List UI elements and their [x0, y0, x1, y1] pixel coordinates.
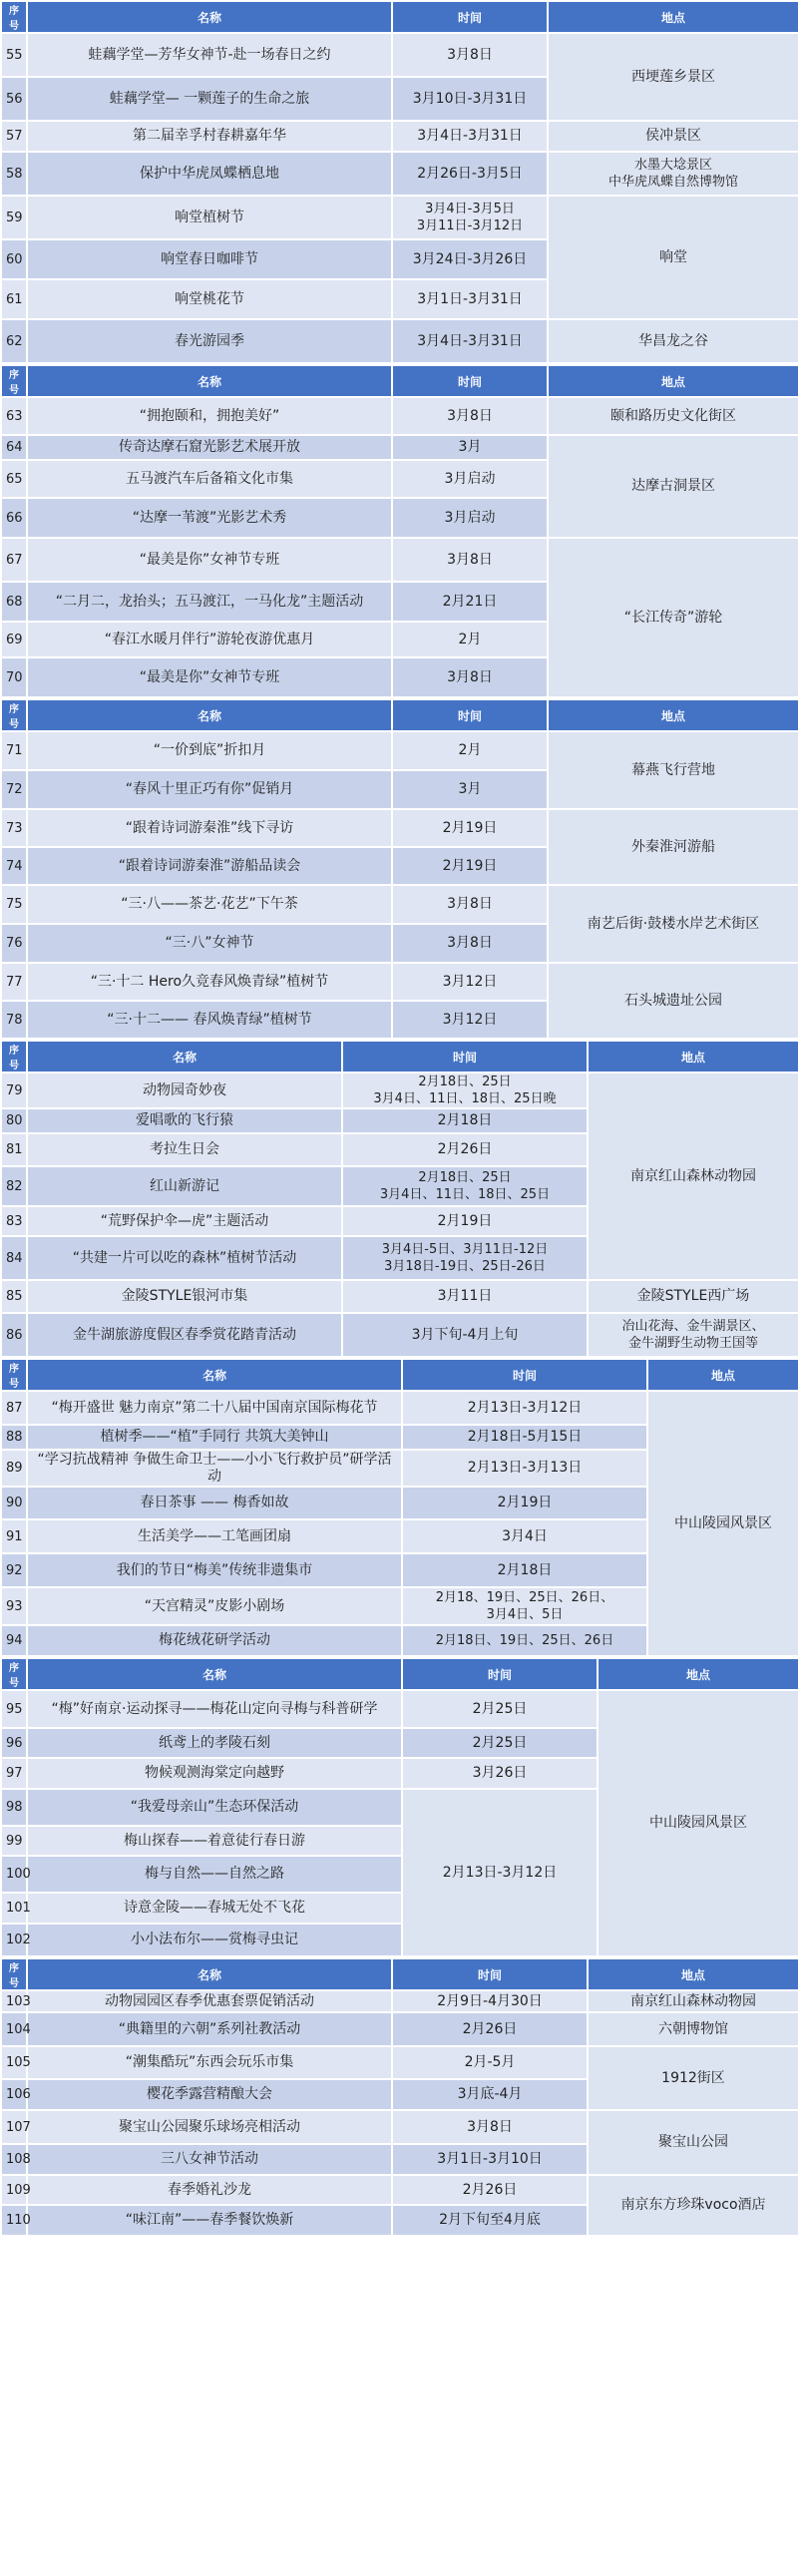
table-row: [1, 809, 799, 847]
event-name: 金陵STYLE银河市集: [27, 1280, 342, 1313]
header-name: 名称: [27, 1658, 402, 1690]
event-name: “春江水暖月伴行”游轮夜游优惠月: [27, 622, 392, 657]
event-name: 春季婚礼沙龙: [27, 2175, 392, 2205]
header-loc: 地点: [588, 1041, 799, 1073]
table-row: [1, 2012, 799, 2046]
event-name: 金牛湖旅游度假区春季赏花踏青活动: [27, 1313, 342, 1357]
event-location: 六朝博物馆: [588, 2012, 799, 2046]
table-row: [1, 33, 799, 77]
row-number: 95: [1, 1690, 27, 1728]
header-time: 时间: [392, 1958, 588, 1990]
event-time: 2月19日: [342, 1206, 588, 1236]
row-number: 85: [1, 1280, 27, 1313]
table-row: [1, 538, 799, 582]
event-time: 3月4日-5日、3月11日-12日 3月18日-19日、25日-26日: [342, 1236, 588, 1280]
header-seq: 序号: [1, 1958, 27, 1990]
event-time: 2月18日: [402, 1553, 647, 1587]
row-number: 108: [1, 2144, 27, 2175]
event-time: 2月25日: [402, 1728, 598, 1758]
schedule-block-6: [0, 1657, 800, 1957]
row-number: 59: [1, 196, 27, 239]
event-location: 南京红山森林动物园: [588, 1990, 799, 2012]
row-number: 87: [1, 1391, 27, 1425]
event-time: 3月4日-3月31日: [392, 319, 548, 363]
table-header-row: [1, 1041, 799, 1073]
row-number: 110: [1, 2205, 27, 2236]
row-number: 90: [1, 1487, 27, 1519]
table-row: [1, 121, 799, 152]
event-name: 樱花季露营精酿大会: [27, 2079, 392, 2110]
event-location: 南京东方珍珠voco酒店: [588, 2175, 799, 2236]
event-name: 响堂春日咖啡节: [27, 239, 392, 279]
row-number: 107: [1, 2110, 27, 2144]
event-name: “学习抗战精神 争做生命卫士——小小飞行救护员”研学活动: [27, 1450, 402, 1487]
event-time: 3月下旬-4月上旬: [342, 1313, 588, 1357]
header-loc: 地点: [647, 1359, 799, 1391]
row-number: 97: [1, 1758, 27, 1789]
event-location: 响堂: [548, 196, 799, 319]
schedule-block-5: [0, 1358, 800, 1657]
row-number: 81: [1, 1133, 27, 1166]
event-name: “二月二，龙抬头；五马渡江，一马化龙”主题活动: [27, 582, 392, 622]
row-number: 77: [1, 963, 27, 1001]
table-row: [1, 885, 799, 924]
row-number: 91: [1, 1519, 27, 1553]
event-name: “达摩一苇渡”光影艺术秀: [27, 498, 392, 538]
row-number: 72: [1, 770, 27, 809]
row-number: 98: [1, 1789, 27, 1826]
event-name: 蛙藕学堂—芳华女神节-赴一场春日之约: [27, 33, 392, 77]
row-number: 68: [1, 582, 27, 622]
event-time: 3月8日: [392, 397, 548, 435]
event-location: 外秦淮河游船: [548, 809, 799, 885]
event-location: 1912街区: [588, 2046, 799, 2110]
table-header-row: [1, 1658, 799, 1690]
table-row: [1, 196, 799, 239]
event-name: 春光游园季: [27, 319, 392, 363]
event-name: 诗意金陵——春城无处不飞花: [27, 1893, 402, 1924]
row-number: 65: [1, 460, 27, 498]
row-number: 103: [1, 1990, 27, 2012]
header-name: 名称: [27, 1041, 342, 1073]
event-name: “典籍里的六朝”系列社教活动: [27, 2012, 392, 2046]
event-name: 小小法布尔——赏梅寻虫记: [27, 1924, 402, 1956]
event-time: 3月4日: [402, 1519, 647, 1553]
row-number: 75: [1, 885, 27, 924]
header-loc: 地点: [588, 1958, 799, 1990]
row-number: 86: [1, 1313, 27, 1357]
event-name: “跟着诗词游秦淮”线下寻访: [27, 809, 392, 847]
table-row: [1, 2046, 799, 2079]
header-seq: 序号: [1, 365, 27, 397]
event-name: “潮集酷玩”东西会玩乐市集: [27, 2046, 392, 2079]
row-number: 89: [1, 1450, 27, 1487]
header-name: 名称: [27, 365, 392, 397]
table-row: [1, 397, 799, 435]
row-number: 92: [1, 1553, 27, 1587]
event-time: 2月-5月: [392, 2046, 588, 2079]
row-number: 79: [1, 1073, 27, 1108]
event-time: 2月18日、19日、25日、26日: [402, 1625, 647, 1656]
table-header-row: [1, 699, 799, 731]
event-location: 达摩古洞景区: [548, 435, 799, 538]
event-name: 动物园园区春季优惠套票促销活动: [27, 1990, 392, 2012]
event-name: “天宫精灵”皮影小剧场: [27, 1587, 402, 1625]
event-time: 3月启动: [392, 460, 548, 498]
row-number: 63: [1, 397, 27, 435]
event-location: 冶山花海、金牛湖景区、 金牛湖野生动物王国等: [588, 1313, 799, 1357]
event-location: “长江传奇”游轮: [548, 538, 799, 697]
event-name: 考拉生日会: [27, 1133, 342, 1166]
event-location: 颐和路历史文化街区: [548, 397, 799, 435]
table-header-row: [1, 1958, 799, 1990]
event-name: 红山新游记: [27, 1166, 342, 1206]
event-name: “一价到底”折扣月: [27, 731, 392, 770]
table-row: [1, 963, 799, 1001]
event-time: 2月13日-3月12日: [402, 1789, 598, 1956]
table-row: [1, 319, 799, 363]
row-number: 60: [1, 239, 27, 279]
row-number: 94: [1, 1625, 27, 1656]
event-time: 3月24日-3月26日: [392, 239, 548, 279]
event-name: 蛙藕学堂— 一颗莲子的生命之旅: [27, 77, 392, 121]
header-time: 时间: [402, 1658, 598, 1690]
header-time: 时间: [392, 699, 548, 731]
event-time: 3月底-4月: [392, 2079, 588, 2110]
schedule-block-7: [0, 1957, 800, 2237]
header-name: 名称: [27, 1359, 402, 1391]
schedule-block-1: [0, 0, 800, 364]
row-number: 71: [1, 731, 27, 770]
event-location: 南艺后街·鼓楼水岸艺术街区: [548, 885, 799, 963]
event-name: 传奇达摩石窟光影艺术展开放: [27, 435, 392, 460]
event-name: 春日茶事 —— 梅香如故: [27, 1487, 402, 1519]
row-number: 67: [1, 538, 27, 582]
table-row: [1, 435, 799, 460]
row-number: 58: [1, 152, 27, 196]
event-name: “三·十二—— 春风焕青绿”植树节: [27, 1001, 392, 1039]
row-number: 61: [1, 279, 27, 319]
event-time: 3月4日-3月5日 3月11日-3月12日: [392, 196, 548, 239]
header-loc: 地点: [548, 365, 799, 397]
event-name: 生活美学——工笔画团扇: [27, 1519, 402, 1553]
header-name: 名称: [27, 699, 392, 731]
table-row: [1, 1391, 799, 1425]
table-header-row: [1, 365, 799, 397]
header-time: 时间: [342, 1041, 588, 1073]
event-time: 3月12日: [392, 963, 548, 1001]
row-number: 105: [1, 2046, 27, 2079]
event-location: 聚宝山公园: [588, 2110, 799, 2175]
schedule-block-2: [0, 364, 800, 698]
event-name: “梅开盛世 魅力南京”第二十八届中国南京国际梅花节: [27, 1391, 402, 1425]
event-time: 2月26日-3月5日: [392, 152, 548, 196]
row-number: 88: [1, 1425, 27, 1450]
row-number: 55: [1, 33, 27, 77]
row-number: 56: [1, 77, 27, 121]
event-time: 2月13日-3月13日: [402, 1450, 647, 1487]
row-number: 70: [1, 657, 27, 697]
event-name: 响堂植树节: [27, 196, 392, 239]
header-name: 名称: [27, 1958, 392, 1990]
row-number: 57: [1, 121, 27, 152]
event-time: 3月8日: [392, 885, 548, 924]
event-time: 3月11日: [342, 1280, 588, 1313]
event-time: 2月18、19日、25日、26日、 3月4日、5日: [402, 1587, 647, 1625]
event-name: “最美是你”女神节专班: [27, 538, 392, 582]
event-time: 3月: [392, 435, 548, 460]
table-row: [1, 2175, 799, 2205]
event-name: 第二届幸孚村春耕嘉年华: [27, 121, 392, 152]
event-time: 3月4日-3月31日: [392, 121, 548, 152]
event-time: 2月21日: [392, 582, 548, 622]
row-number: 104: [1, 2012, 27, 2046]
event-location: 石头城遗址公园: [548, 963, 799, 1039]
header-name: 名称: [27, 1, 392, 33]
event-name: “春风十里正巧有你”促销月: [27, 770, 392, 809]
event-time: 2月13日-3月12日: [402, 1391, 647, 1425]
table-row: [1, 1990, 799, 2012]
row-number: 84: [1, 1236, 27, 1280]
event-name: “三·十二 Hero久竞春风焕青绿”植树节: [27, 963, 392, 1001]
event-name: 三八女神节活动: [27, 2144, 392, 2175]
event-location: 金陵STYLE西广场: [588, 1280, 799, 1313]
event-time: 2月18日-5月15日: [402, 1425, 647, 1450]
event-name: “三·八——茶艺·花艺”下午茶: [27, 885, 392, 924]
event-time: 2月下旬至4月底: [392, 2205, 588, 2236]
header-seq: 序号: [1, 1041, 27, 1073]
table-row: [1, 731, 799, 770]
row-number: 64: [1, 435, 27, 460]
event-name: 我们的节日“梅美”传统非遗集市: [27, 1553, 402, 1587]
row-number: 106: [1, 2079, 27, 2110]
event-time: 2月19日: [392, 847, 548, 885]
event-location: 华昌龙之谷: [548, 319, 799, 363]
table-row: [1, 1073, 799, 1108]
table-row: [1, 1690, 799, 1728]
event-time: 3月8日: [392, 924, 548, 963]
event-name: 响堂桃花节: [27, 279, 392, 319]
table-header-row: [1, 1359, 799, 1391]
event-name: 梅与自然——自然之路: [27, 1856, 402, 1893]
row-number: 83: [1, 1206, 27, 1236]
row-number: 73: [1, 809, 27, 847]
header-seq: 序号: [1, 1, 27, 33]
row-number: 102: [1, 1924, 27, 1956]
row-number: 93: [1, 1587, 27, 1625]
table-row: [1, 1280, 799, 1313]
event-name: 物候观测海棠定向越野: [27, 1758, 402, 1789]
row-number: 99: [1, 1826, 27, 1856]
header-loc: 地点: [548, 699, 799, 731]
event-name: 聚宝山公园聚乐球场亮相活动: [27, 2110, 392, 2144]
header-seq: 序号: [1, 1658, 27, 1690]
event-location: 幕燕飞行营地: [548, 731, 799, 809]
event-location: 侯冲景区: [548, 121, 799, 152]
event-name: “共建一片可以吃的森林”植树节活动: [27, 1236, 342, 1280]
event-name: “味江南”——春季餐饮焕新: [27, 2205, 392, 2236]
header-time: 时间: [392, 365, 548, 397]
header-loc: 地点: [598, 1658, 799, 1690]
row-number: 109: [1, 2175, 27, 2205]
event-name: 植树季——“植”手同行 共筑大美钟山: [27, 1425, 402, 1450]
header-time: 时间: [392, 1, 548, 33]
event-time: 3月8日: [392, 657, 548, 697]
event-time: 2月18日、25日 3月4日、11日、18日、25日晚: [342, 1073, 588, 1108]
row-number: 100: [1, 1856, 27, 1893]
header-loc: 地点: [548, 1, 799, 33]
event-time: 2月18日: [342, 1108, 588, 1133]
schedule-block-4: [0, 1040, 800, 1358]
row-number: 66: [1, 498, 27, 538]
event-time: 2月26日: [392, 2012, 588, 2046]
event-time: 3月1日-3月31日: [392, 279, 548, 319]
event-time: 3月12日: [392, 1001, 548, 1039]
row-number: 82: [1, 1166, 27, 1206]
event-name: “拥抱颐和，拥抱美好”: [27, 397, 392, 435]
event-time: 3月: [392, 770, 548, 809]
event-time: 2月: [392, 731, 548, 770]
row-number: 62: [1, 319, 27, 363]
event-name: 五马渡汽车后备箱文化市集: [27, 460, 392, 498]
event-name: 纸鸢上的孝陵石刻: [27, 1728, 402, 1758]
row-number: 101: [1, 1893, 27, 1924]
event-time: 3月8日: [392, 538, 548, 582]
event-time: 3月启动: [392, 498, 548, 538]
header-seq: 序号: [1, 699, 27, 731]
header-seq: 序号: [1, 1359, 27, 1391]
event-time: 2月9日-4月30日: [392, 1990, 588, 2012]
schedule-block-3: [0, 698, 800, 1040]
event-time: 3月8日: [392, 2110, 588, 2144]
row-number: 69: [1, 622, 27, 657]
event-location: 中山陵园风景区: [598, 1690, 799, 1956]
event-location: 西埂莲乡景区: [548, 33, 799, 121]
row-number: 74: [1, 847, 27, 885]
event-time: 3月26日: [402, 1758, 598, 1789]
event-time: 3月10日-3月31日: [392, 77, 548, 121]
event-name: 梅花绒花研学活动: [27, 1625, 402, 1656]
row-number: 78: [1, 1001, 27, 1039]
header-time: 时间: [402, 1359, 647, 1391]
event-name: “梅”好南京·运动探寻——梅花山定向寻梅与科普研学: [27, 1690, 402, 1728]
event-time: 3月1日-3月10日: [392, 2144, 588, 2175]
event-time: 2月: [392, 622, 548, 657]
event-name: 梅山探春——着意徒行春日游: [27, 1826, 402, 1856]
event-name: “三·八”女神节: [27, 924, 392, 963]
event-name: “跟着诗词游秦淮”游船品读会: [27, 847, 392, 885]
row-number: 76: [1, 924, 27, 963]
event-name: 爱唱歌的飞行猿: [27, 1108, 342, 1133]
event-location: 水墨大埝景区 中华虎凤蝶自然博物馆: [548, 152, 799, 196]
event-name: 保护中华虎凤蝶栖息地: [27, 152, 392, 196]
event-time: 3月8日: [392, 33, 548, 77]
row-number: 80: [1, 1108, 27, 1133]
event-time: 2月26日: [342, 1133, 588, 1166]
table-row: [1, 2110, 799, 2144]
table-header-row: [1, 1, 799, 33]
event-time: 2月26日: [392, 2175, 588, 2205]
event-name: “我爱母亲山”生态环保活动: [27, 1789, 402, 1826]
row-number: 96: [1, 1728, 27, 1758]
event-name: “最美是你”女神节专班: [27, 657, 392, 697]
event-name: “荒野保护伞—虎”主题活动: [27, 1206, 342, 1236]
event-location: 南京红山森林动物园: [588, 1073, 799, 1280]
table-row: [1, 152, 799, 196]
event-time: 2月19日: [392, 809, 548, 847]
event-location: 中山陵园风景区: [647, 1391, 799, 1656]
event-time: 2月19日: [402, 1487, 647, 1519]
event-name: 动物园奇妙夜: [27, 1073, 342, 1108]
event-time: 2月25日: [402, 1690, 598, 1728]
table-row: [1, 1313, 799, 1357]
event-time: 2月18日、25日 3月4日、11日、18日、25日: [342, 1166, 588, 1206]
